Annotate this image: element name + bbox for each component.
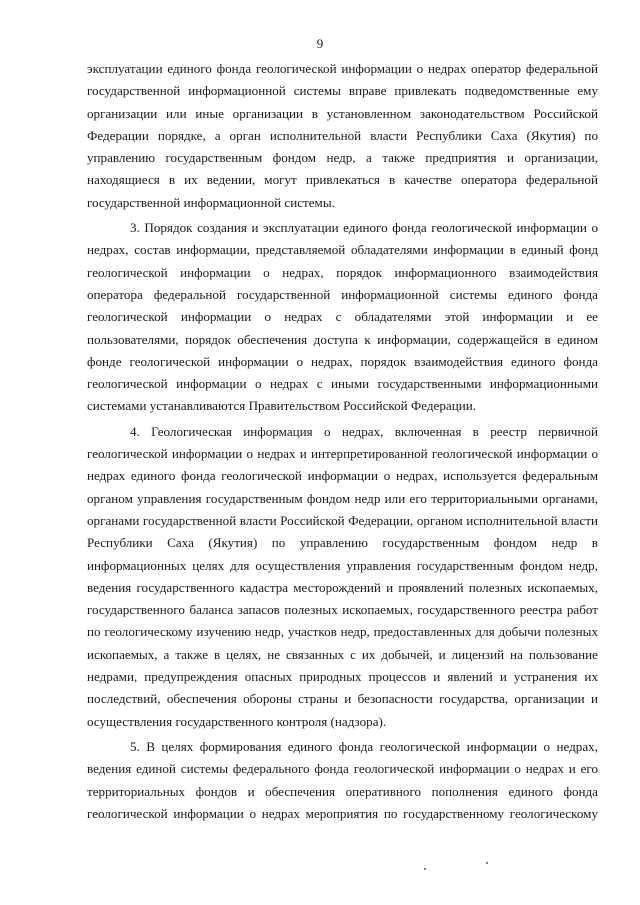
text-line: Республики Саха (Якутия) по управлению государственным фондом недр в [87,535,598,551]
text-line: находящиеся в их ведении, могут привлекаться в качестве оператора федеральной [87,172,598,188]
paragraph-4 [87,421,598,733]
text-line: оператора федеральной государственной информационной системы единого фонда [87,286,598,302]
text-line: геологической информации о недрах мероприятия по государственному геологическому [87,805,598,821]
text-line: 3. Порядок создания и эксплуатации единого фонда геологической информации о [130,220,598,236]
text-line: геологической информации о недрах с обладателями этой информации и ее [87,309,598,325]
text-line: 4. Геологическая информация о недрах, включенная в реестр первичной [130,423,598,439]
text-line: геологической информации о недрах и интерпретированной геологической информации о [87,446,598,462]
text-line: фонде геологической информации о недрах, порядок взаимодействия единого фонда [87,353,598,369]
text-line: геологической информации о недрах, порядок информационного взаимодействия [87,264,598,280]
text-line: государственного баланса запасов полезных ископаемых, государственного реестра работ [87,602,598,618]
text-line: по геологическому изучению недр, участков недр, предоставленных для добычи полезных [87,624,598,640]
text-line: 5. В целях формирования единого фонда геологической информации о недрах, [130,738,598,754]
text-line: недрах, состав информации, представляемой обладателями информации в единый фонд [87,242,598,258]
text-line: управлению государственным фондом недр, а также предприятия и организации, [87,150,598,166]
page-number: 9 [316,36,324,51]
text-line: территориальных фондов и обеспечения оперативного пополнения единого фонда [87,783,598,799]
text-line: государственной информационной системы вправе привлекать подведомственные ему [87,83,598,99]
text-line: Федерации порядке, а орган исполнительной власти Республики Саха (Якутия) по [87,127,598,143]
text-line: геологической информации о недрах с иными государственными информационными [87,376,598,392]
text-line: осуществления государственного контроля (надзора). [87,713,387,729]
text-line: органом управления государственным фондом недр или его территориальными органами, [87,490,598,506]
paragraph-3 [87,217,598,418]
document-body [87,58,598,825]
text-line: государственной информационной системы. [87,194,335,210]
text-line: недрами, предупреждения опасных природных процессов и явлений и устранения их [87,669,598,685]
text-line: органами государственной власти Российской Федерации, органом исполнительной власти [87,512,598,528]
text-line: эксплуатации единого фонда геологической информации о недрах оператор федеральной [87,61,598,76]
text-line: ископаемых, а также в целях, не связанных с их добычей, и лицензий на пользование [87,646,598,662]
text-line: ведения государственного кадастра месторождений и проявлений полезных ископаемых, [87,579,598,595]
scan-speck [424,868,426,870]
text-line: информационных целях для осуществления управления государственным фондом недр, [87,557,598,573]
text-line: пользователями, порядок обеспечения доступа к информации, содержащейся в едином [87,331,598,347]
text-line: организации или иные организации в установленном законодательством Российской [87,105,598,121]
paragraph-5 [87,736,598,825]
scan-speck [486,862,488,864]
paragraph-continuation [87,58,598,214]
text-line: последствий, обеспечения обороны страны и безопасности государства, организации и [87,691,598,707]
text-line: системами устанавливаются Правительством Российской Федерации. [87,398,477,414]
text-line: ведения единой системы федерального фонда геологической информации о недрах и его [87,761,598,777]
text-line: недрах единого фонда геологической информации о недрах, используется федеральным [87,468,598,484]
